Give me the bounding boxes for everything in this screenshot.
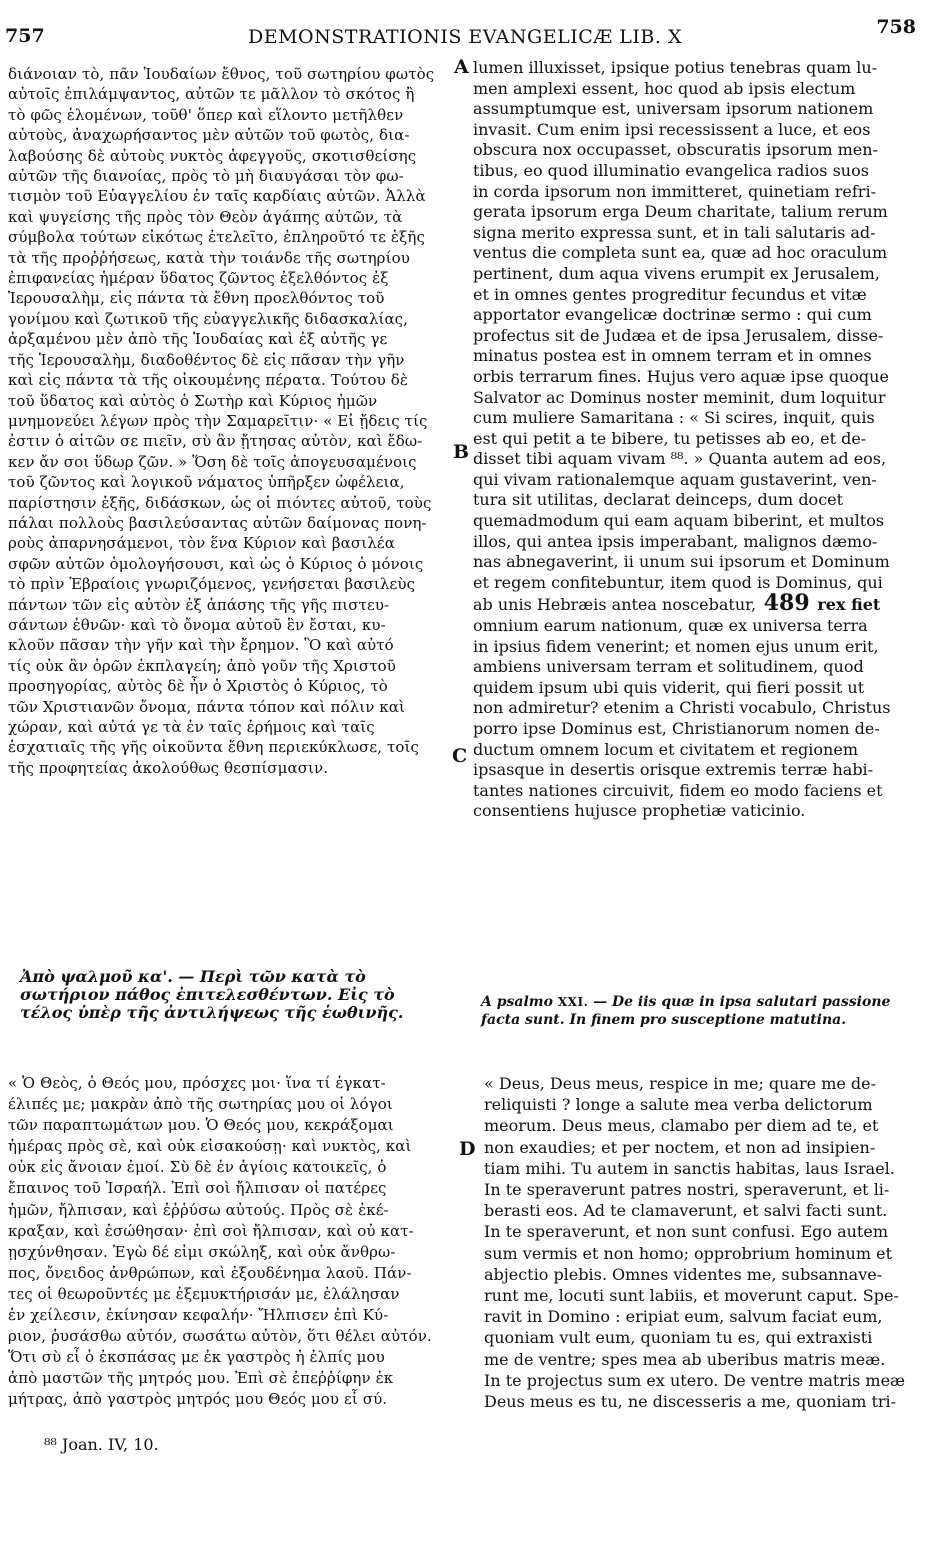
running-header-title: DEMONSTRATIONIS EVANGELICÆ LIB. X bbox=[248, 26, 682, 48]
greek-top-line: χώραν, καὶ αὐτά γε τὰ ἐν ταῖς ἐρήμοις καὶ ταῖς bbox=[8, 718, 375, 736]
latin-top-line: porro ipse Dominus est, Christianorum nomen de- bbox=[473, 719, 880, 738]
greek-bottom-line: τες οἱ θεωροῦντές με ἐξεμυκτήρισάν με, ἐλάλησαν bbox=[8, 1284, 400, 1303]
latin-top-line: tura sit utilitas, declarat deinceps, dum docet bbox=[473, 490, 844, 510]
greek-top-line: αὐτοῖς ἐπιλάμψαντος, αὐτῶν τε μᾶλλον τὸ σκότος ἢ bbox=[8, 85, 415, 104]
latin-top-line: quidem ipsum ubi quis viderit, qui fieri possit ut bbox=[473, 677, 865, 697]
latin-top-line: consentiens hujusce prophetiæ vaticinio. bbox=[473, 801, 806, 821]
latin-top-line: tibus, eo quod illuminatio evangelica radios suos bbox=[473, 160, 869, 180]
latin-top-line: profectus sit de Judæa et de ipsa Jerusalem, disse- bbox=[473, 325, 884, 345]
greek-top-line: τὰ τῆς προῤῥήσεως, κατὰ τὴν τοιάνδε τῆς σωτηρίου bbox=[8, 248, 410, 267]
greek-bottom-line: οὐκ εἰς ἄνοιαν ἐμοί. Σὺ δὲ ἐν ἁγίοις κατοικεῖς, ὁ bbox=[8, 1158, 387, 1177]
latin-bottom-line: ravit in Domino : eripiat eum, salvum faciat eum, bbox=[484, 1307, 883, 1327]
latin-bottom-line: reliquisti ? longe a salute mea verba delictorum bbox=[484, 1095, 873, 1115]
latin-top-line: men amplexi essent, hoc quod ab ipsis electum bbox=[473, 78, 856, 98]
greek-top-line: ἐσχατιαῖς τῆς γῆς οἰκοῦντα ἔθνη περιεκύκλωσε, τοῖς bbox=[8, 738, 420, 757]
latin-top-line: omnium earum nationum, quæ ex universa terra bbox=[473, 616, 868, 636]
latin-top-line: ventus die completa sunt ea, quæ ad hoc oraculum bbox=[473, 243, 888, 263]
latin-top-line: apportator evangelicæ doctrinæ sermo : qui cum bbox=[473, 305, 872, 325]
greek-section-heading: Ἀπὸ ψαλμοῦ κα'. — Περὶ τῶν κατὰ τὸ σωτήριον πάθος ἐπιτελεσθέντων. Εἰς τὸ τέλος ὑπὲρ τῆς ἀντιλήψεως τῆς ἑωθινῆς. bbox=[20, 967, 404, 1022]
latin-top-line: tantes nationes circuivit, fidem eo modo faciens et bbox=[473, 780, 883, 800]
greek-bottom-line: έλιπές με; μακρὰν ἀπὸ τῆς σωτηρίας μου οἱ λόγοι bbox=[8, 1095, 393, 1114]
greek-top-line: σφῶν αὐτῶν ὁμολογήσουσι, καὶ ὡς ὁ Κύριος ὁ μόνοις bbox=[8, 554, 424, 573]
greek-top-line: πάντων τῶν εἰς αὐτὸν ἐξ ἁπάσης τῆς γῆς πιστευ- bbox=[8, 595, 390, 614]
greek-top-line: Ἱερουσαλὴμ, εἰς πάντα τὰ ἔθνη προελθόντος τοῦ bbox=[8, 289, 385, 308]
greek-top-line: τίς οὐκ ἂν ὁρῶν ἐκπλαγείη; ἀπὸ γοῦν τῆς Χριστοῦ bbox=[8, 656, 396, 675]
latin-top-line: et regem confitebuntur, item quod is Dominus, qui bbox=[473, 572, 883, 592]
greek-bottom-line: ἀπὸ μαστῶν τῆς μητρός μου. Ἐπὶ σὲ ἐπεῤῥίφην ἐκ bbox=[8, 1369, 394, 1388]
latin-top-line: non admiretur? etenim a Christi vocabulo, Christus bbox=[473, 698, 891, 718]
greek-top-line: ἀρξαμένου μὲν ἀπὸ τῆς Ἰουδαίας καὶ ἐξ αὐτῆς γε bbox=[8, 330, 388, 349]
greek-top-line: τῆς Ἱερουσαλὴμ, διαδοθέντος δὲ εἰς πᾶσαν τὴν γῆν bbox=[8, 350, 405, 369]
latin-top-line: ambiens universam terram et solitudinem, quod bbox=[473, 657, 864, 677]
greek-bottom-line: « Ὁ Θεὸς, ὁ Θεός μου, πρόσχες μοι· ἵνα τί ἐγκατ- bbox=[8, 1074, 386, 1092]
greek-top-line: ροὺς ἀπαρνησάμενοι, τὸν ἕνα Κύριον καὶ βασιλέα bbox=[8, 534, 395, 553]
latin-top-line: lumen illuxisset, ipsique potius tenebras quam lu- bbox=[473, 58, 878, 77]
latin-top-line: illos, qui antea ipsis imperabant, malignos dæmo- bbox=[473, 531, 878, 551]
greek-top-line: γονίμου καὶ ζωτικοῦ τῆς εὐαγγελικῆς διδασκαλίας, bbox=[8, 309, 409, 328]
greek-bottom-line: κραξαν, καὶ ἐσώθησαν· ἐπὶ σοὶ ἤλπισαν, καὶ οὐ κατ- bbox=[8, 1221, 414, 1240]
latin-top-line: qui vivam rationalemque aquam gustaverint, ven- bbox=[473, 469, 877, 489]
latin-top-line: signa merito expressa sunt, et in tali salutaris ad- bbox=[473, 222, 876, 242]
greek-top-line: τῶν Χριστιανῶν ὄνομα, πάντα τόπον καὶ πόλιν καὶ bbox=[8, 697, 405, 716]
latin-top-line: invasit. Cum enim ipsi recessissent a luce, et eos bbox=[473, 119, 871, 139]
latin-section-heading bbox=[481, 993, 921, 1029]
greek-column-top bbox=[8, 64, 452, 778]
latin-bottom-line: berasti eos. Ad te clamaverunt, et salvi facti sunt. bbox=[484, 1201, 888, 1221]
footnote: ⁸⁸ Joan. IV, 10. bbox=[44, 1435, 159, 1454]
latin-bottom-line: non exaudies; et per noctem, et non ad insipien- bbox=[484, 1137, 876, 1157]
latin-bottom-line: In te projectus sum ex utero. De ventre matris meæ bbox=[484, 1370, 906, 1390]
latin-top-line: minatus postea est in omnem terram et in omnes bbox=[473, 346, 872, 366]
latin-bottom-line: In te speraverunt patres nostri, speraverunt, et li- bbox=[484, 1180, 890, 1200]
latin-column-bottom bbox=[484, 1073, 924, 1412]
latin-top-line: obscura nox occupasset, obscuratis ipsorum men- bbox=[473, 140, 878, 160]
greek-top-line: ἐπιφανείας ἡμέραν ὕδατος ζῶντος ἐξελθόντος ἐξ bbox=[8, 269, 389, 288]
marginal-following-text: rex fiet bbox=[817, 595, 881, 615]
latin-bottom-line: me de ventre; spes mea ab uberibus matris meæ. bbox=[484, 1349, 886, 1369]
latin-top-line: quemadmodum qui eam aquam biberint, et multos bbox=[473, 511, 885, 531]
latin-top-line: assumptumque est, universam ipsorum nationem bbox=[473, 99, 874, 119]
greek-bottom-line: ῃσχύνθησαν. Ἐγὼ δέ εἰμι σκώληξ, καὶ οὐκ ἄνθρω- bbox=[8, 1242, 396, 1261]
latin-top-line: ductum omnem locum et civitatem et regionem bbox=[473, 739, 858, 759]
greek-bottom-line: ἔπαινος τοῦ Ἰσραήλ. Ἐπὶ σοὶ ἤλπισαν οἱ πατέρες bbox=[8, 1179, 387, 1198]
latin-top-line: pertinent, dum aqua vivens erumpit ex Jerusalem, bbox=[473, 263, 880, 283]
greek-bottom-line: μήτρας, ἀπὸ γαστρὸς μητρός μου Θεός μου εἶ σύ. bbox=[8, 1390, 388, 1409]
greek-top-line: καὶ εἰς πάντα τὰ τῆς οἰκουμένης πέρατα. Τούτου δὲ bbox=[8, 371, 409, 390]
latin-top-line: ab unis Hebræis antea noscebatur, 489 rex fiet bbox=[473, 593, 925, 616]
latin-top-line: in ipsius fidem venerint; et nomen ejus unum erit, bbox=[473, 636, 879, 656]
greek-bottom-line: τῶν παραπτωμάτων μου. Ὁ Θεός μου, κεκράξομαι bbox=[8, 1116, 394, 1135]
greek-top-line: λαβούσης δὲ αὐτοὺς νυκτὸς ἀφεγγοῦς, σκοτισθείσης bbox=[8, 146, 417, 165]
latin-bottom-line: runt me, locuti sunt labiis, et moverunt caput. Spe- bbox=[484, 1286, 899, 1306]
greek-top-line: ἐστιν ὁ αἰτῶν σε πιεῖν, σὺ ἂν ᾔτησας αὐτὸν, καὶ ἔδω- bbox=[8, 432, 423, 451]
latin-top-line: disset tibi aquam vivam ⁸⁸. » Quanta autem ad eos, bbox=[473, 449, 887, 469]
latin-bottom-line: tiam mihi. Tu autem in sanctis habitas, laus Israel. bbox=[484, 1158, 895, 1178]
greek-top-line: σάντων ἐθνῶν· καὶ τὸ ὄνομα αὐτοῦ ἓν ἔσται, κυ- bbox=[8, 615, 386, 634]
latin-bottom-line: In te speraverunt, et non sunt confusi. Ego autem bbox=[484, 1222, 888, 1242]
latin-top-line: ipsasque in desertis orisque extremis terræ habi- bbox=[473, 760, 874, 780]
greek-column-bottom bbox=[8, 1073, 454, 1411]
page-number-right: 758 bbox=[876, 16, 916, 38]
margin-marker-a: A bbox=[454, 56, 469, 78]
greek-top-line: διάνοιαν τὸ, πᾶν Ἰουδαίων ἔθνος, τοῦ σωτηρίου φωτὸς bbox=[8, 65, 435, 83]
latin-top-line: et in omnes gentes progreditur fecundus et vitæ bbox=[473, 284, 867, 304]
greek-bottom-line: ἐν χείλεσιν, ἐκίνησαν κεφαλήν· Ἤλπισεν ἐπὶ Κύ- bbox=[8, 1306, 389, 1325]
greek-top-line: αὐτῶν τῆς διανοίας, πρὸς τὸ μὴ διαυγάσαι τὸν φω- bbox=[8, 167, 404, 186]
greek-top-line: καὶ ψυγείσης τῆς πρὸς τὸν Θεὸν ἀγάπης αὐτῶν, τὰ bbox=[8, 207, 403, 226]
margin-marker-d: D bbox=[459, 1138, 476, 1160]
latin-bottom-line: quoniam vult eum, quoniam tu es, qui extraxisti bbox=[484, 1328, 873, 1348]
margin-marker-c: C bbox=[452, 745, 468, 767]
latin-bottom-line: sum vermis et non homo; opprobrium hominum et bbox=[484, 1243, 893, 1263]
latin-top-line: cum muliere Samaritana : « Si scires, inquit, quis bbox=[473, 408, 875, 428]
greek-top-line: κεν ἄν σοι ὕδωρ ζῶν. » Ὅση δὲ τοῖς ἀπογευσαμένοις bbox=[8, 452, 417, 471]
latin-top-line: Salvator ac Dominus noster meminit, dum loquitur bbox=[473, 387, 886, 407]
greek-top-line: τοῦ ὕδατος καὶ αὐτὸς ὁ Σωτὴρ καὶ Κύριος ἡμῶν bbox=[8, 391, 378, 410]
latin-top-line: gerata ipsorum erga Deum charitate, talium rerum bbox=[473, 202, 888, 222]
greek-top-line: πάλαι πολλοὺς βασιλεύσαντας αὐτῶν δαίμονας πονη- bbox=[8, 513, 427, 532]
latin-top-line: in corda ipsorum non immitteret, quinetiam refri- bbox=[473, 181, 876, 201]
latin-heading-numeral: XXI. bbox=[557, 995, 589, 1009]
latin-column-top bbox=[473, 58, 925, 822]
greek-top-line: τισμὸν τοῦ Εὐαγγελίου ἐν ταῖς καρδίαις αὐτῶν. Ἀλλὰ bbox=[8, 187, 426, 206]
greek-bottom-line: Ὅτι σὺ εἶ ὁ ἐκσπάσας με ἐκ γαστρὸς ἡ ἐλπίς μου bbox=[8, 1348, 385, 1367]
greek-top-line: τὸ φῶς ἑλομένων, τοῦθ' ὅπερ καὶ εἵλοντο μετῆλθεν bbox=[8, 105, 404, 124]
latin-top-line: orbis terrarum fines. Hujus vero aquæ ipse quoque bbox=[473, 366, 889, 386]
latin-bottom-line: « Deus, Deus meus, respice in me; quare me de- bbox=[484, 1074, 877, 1093]
latin-top-line: nas abnegaverint, ii unum sui ipsorum et Dominum bbox=[473, 552, 890, 572]
greek-top-line: προσηγορίας, αὐτὸς δὲ ἦν ὁ Χριστὸς ὁ Κύριος, τὸ bbox=[8, 677, 388, 696]
latin-bottom-line: Deus meus es tu, ne discesseris a me, quoniam tri- bbox=[484, 1392, 897, 1412]
margin-marker-b: B bbox=[453, 441, 470, 463]
page-number-left: 757 bbox=[5, 25, 45, 47]
latin-heading-rest: — De iis quæ in ipsa salutari passione facta sunt. In finem pro susceptione matutina. bbox=[481, 994, 891, 1028]
greek-top-line: κλοῦν πᾶσαν τὴν γῆν καὶ τὴν ἔρημον. Ὃ καὶ αὐτό bbox=[8, 636, 394, 655]
latin-bottom-line: meorum. Deus meus, clamabo per diem ad te, et bbox=[484, 1116, 879, 1136]
latin-top-line: est qui petit a te bibere, tu petisses ab eo, et de- bbox=[473, 428, 867, 448]
latin-heading-prefix: A psalmo bbox=[481, 994, 553, 1010]
greek-top-line: αὐτοὺς, ἀναχωρήσαντος μὲν αὐτῶν τοῦ φωτὸς, δια- bbox=[8, 126, 410, 145]
greek-bottom-line: ἡμῶν, ἤλπισαν, καὶ ἐῤῥύσω αὐτούς. Πρὸς σὲ ἐκέ- bbox=[8, 1200, 389, 1219]
greek-bottom-line: ἡμέρας πρὸς σὲ, καὶ οὐκ εἰσακούσῃ· καὶ νυκτὸς, καὶ bbox=[8, 1137, 412, 1156]
greek-bottom-line: πος, ὄνειδος ἀνθρώπων, καὶ ἐξουδένημα λαοῦ. Πάν- bbox=[8, 1263, 412, 1282]
latin-bottom-line: abjectio plebis. Omnes videntes me, subsannave- bbox=[484, 1264, 883, 1284]
marginal-column-number: 489 bbox=[756, 593, 818, 617]
greek-top-line: σύμβολα τούτων εἰκότως ἐτελεῖτο, ἐπληροῦτό τε ἑξῆς bbox=[8, 228, 425, 247]
greek-top-line: τῆς προφητείας ἀκολούθως θεσπίσμασιν. bbox=[8, 758, 329, 777]
greek-top-line: μνημονεύει λέγων πρὸς τὴν Σαμαρεῖτιν· « Εἰ ᾔδεις τίς bbox=[8, 411, 428, 430]
greek-top-line: τοῦ ζῶντος καὶ λογικοῦ νάματος ὑπῆρξεν ὠφέλεια, bbox=[8, 473, 405, 492]
greek-top-line: παρίστησιν ἑξῆς, διδάσκων, ὡς οἱ πιόντες αὐτοῦ, τοὺς bbox=[8, 493, 432, 512]
greek-bottom-line: ριον, ῥυσάσθω αὐτόν, σωσάτω αὐτὸν, ὅτι θέλει αὐτόν. bbox=[8, 1327, 432, 1346]
greek-top-line: τὸ πρὶν Ἑβραίοις γνωριζόμενος, γενήσεται βασιλεὺς bbox=[8, 575, 416, 594]
